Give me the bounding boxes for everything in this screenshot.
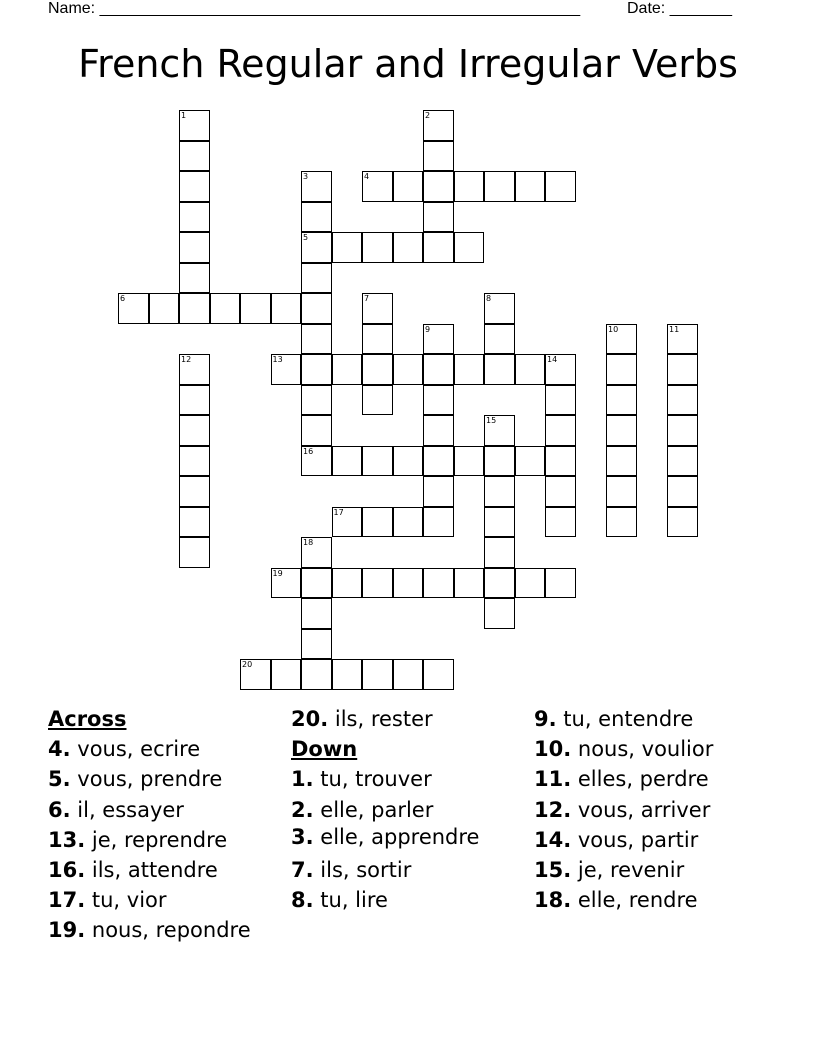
grid-cell[interactable] bbox=[423, 202, 454, 233]
grid-cell[interactable] bbox=[362, 568, 393, 599]
down-heading: Down bbox=[291, 737, 358, 762]
cell-number: 2 bbox=[425, 111, 431, 120]
cell-number: 11 bbox=[669, 324, 680, 334]
cell-number: 9 bbox=[425, 324, 431, 334]
grid-cell[interactable] bbox=[301, 263, 332, 294]
across-clue bbox=[48, 795, 283, 825]
clue-number: 8. bbox=[291, 888, 314, 913]
grid-cell[interactable] bbox=[667, 476, 698, 507]
grid-cell[interactable] bbox=[667, 354, 698, 385]
grid-cell[interactable] bbox=[301, 293, 332, 324]
clue-number: 4. bbox=[48, 737, 71, 762]
clue-number: 20. bbox=[291, 707, 329, 731]
cell-number: 16 bbox=[303, 446, 314, 456]
grid-cell[interactable] bbox=[271, 293, 302, 324]
clue-number: 18. bbox=[534, 888, 572, 913]
across-clue bbox=[48, 764, 283, 794]
grid-cell[interactable] bbox=[423, 232, 454, 263]
clue-text: il, essayer bbox=[70, 797, 184, 822]
cell-number: 20 bbox=[242, 660, 253, 669]
clue-number: 12. bbox=[534, 797, 572, 822]
grid-cell[interactable] bbox=[179, 232, 210, 263]
clue-text: vous, partir bbox=[571, 827, 699, 852]
grid-cell[interactable] bbox=[393, 354, 424, 385]
grid-cell[interactable] bbox=[362, 324, 393, 355]
clue-text: nous, repondre bbox=[85, 918, 251, 943]
clue-text: je, reprendre bbox=[85, 827, 228, 852]
name-field[interactable]: Name: ______________________________________________________ bbox=[48, 0, 581, 17]
clue-text: je, revenir bbox=[571, 858, 685, 883]
down-clue bbox=[291, 825, 521, 849]
grid-cell[interactable] bbox=[545, 171, 576, 202]
grid-cell[interactable] bbox=[423, 415, 454, 446]
grid-cell[interactable] bbox=[454, 171, 485, 202]
grid-cell[interactable] bbox=[301, 568, 332, 599]
grid-cell[interactable] bbox=[423, 476, 454, 507]
grid-cell[interactable] bbox=[606, 385, 637, 416]
grid-cell[interactable] bbox=[545, 446, 576, 477]
grid-cell[interactable] bbox=[545, 476, 576, 507]
clue-text: tu, entendre bbox=[556, 707, 694, 731]
grid-cell[interactable] bbox=[484, 537, 515, 568]
grid-cell[interactable] bbox=[179, 507, 210, 538]
grid-cell[interactable] bbox=[179, 263, 210, 294]
grid-cell[interactable] bbox=[240, 293, 271, 324]
clue-number: 7. bbox=[291, 857, 314, 882]
clues-column-3 bbox=[534, 704, 774, 915]
cell-number: 3 bbox=[303, 172, 309, 181]
clues-column-1 bbox=[48, 704, 283, 946]
grid-cell[interactable] bbox=[606, 415, 637, 446]
grid-cell[interactable] bbox=[606, 354, 637, 385]
grid-cell[interactable] bbox=[179, 415, 210, 446]
grid-cell[interactable] bbox=[606, 507, 637, 538]
grid-cell[interactable] bbox=[362, 354, 393, 385]
grid-cell[interactable] bbox=[332, 232, 363, 263]
grid-cell[interactable] bbox=[423, 354, 454, 385]
grid-cell[interactable] bbox=[179, 141, 210, 172]
grid-cell[interactable] bbox=[667, 507, 698, 538]
grid-cell[interactable] bbox=[393, 659, 424, 690]
grid-cell[interactable] bbox=[210, 293, 241, 324]
cell-number: 14 bbox=[547, 355, 558, 364]
cell-number: 12 bbox=[181, 355, 192, 364]
across-clue bbox=[48, 915, 283, 945]
grid-cell[interactable] bbox=[332, 568, 363, 599]
cell-number: 8 bbox=[486, 294, 492, 303]
clue-text: elles, perdre bbox=[571, 767, 709, 792]
page-title: French Regular and Irregular Verbs bbox=[78, 42, 738, 86]
grid-cell[interactable] bbox=[606, 446, 637, 477]
cell-number: 18 bbox=[303, 538, 314, 547]
down-clue bbox=[534, 855, 774, 885]
cell-number: 15 bbox=[486, 416, 497, 425]
grid-cell[interactable] bbox=[179, 293, 210, 324]
down-clue bbox=[291, 885, 521, 915]
grid-cell[interactable] bbox=[484, 324, 515, 355]
down-clue bbox=[534, 764, 774, 794]
clue-text: elle, apprendre bbox=[313, 824, 480, 849]
down-clue bbox=[534, 795, 774, 825]
down-clue bbox=[534, 825, 774, 855]
grid-cell[interactable] bbox=[393, 446, 424, 477]
clue-number: 1. bbox=[291, 767, 314, 792]
clue-text: nous, voulior bbox=[571, 737, 714, 762]
grid-cell[interactable] bbox=[301, 324, 332, 355]
grid-cell[interactable] bbox=[393, 171, 424, 202]
clue-number: 16. bbox=[48, 858, 86, 883]
grid-cell[interactable] bbox=[301, 415, 332, 446]
grid-cell[interactable] bbox=[179, 171, 210, 202]
grid-cell[interactable] bbox=[301, 354, 332, 385]
grid-cell[interactable] bbox=[332, 354, 363, 385]
grid-cell[interactable] bbox=[454, 446, 485, 477]
grid-cell[interactable] bbox=[423, 568, 454, 599]
cell-number: 19 bbox=[272, 568, 283, 578]
cell-number: 10 bbox=[608, 324, 619, 334]
across-clue bbox=[48, 855, 283, 885]
grid-cell[interactable] bbox=[484, 568, 515, 599]
grid-cell[interactable] bbox=[423, 171, 454, 202]
grid-cell[interactable] bbox=[393, 507, 424, 538]
clue-number: 10. bbox=[534, 737, 572, 762]
grid-cell[interactable] bbox=[332, 659, 363, 690]
clue-number: 5. bbox=[48, 767, 71, 792]
clue-number: 3. bbox=[291, 824, 314, 849]
grid-cell[interactable] bbox=[393, 232, 424, 263]
grid-cell[interactable] bbox=[301, 598, 332, 629]
clue-text: ils, rester bbox=[328, 707, 433, 731]
down-clue bbox=[291, 795, 521, 825]
grid-cell[interactable] bbox=[362, 446, 393, 477]
clue-text: ils, sortir bbox=[313, 857, 412, 882]
clue-number: 14. bbox=[534, 827, 572, 852]
grid-cell[interactable] bbox=[515, 446, 546, 477]
down-clue bbox=[534, 704, 774, 734]
grid-cell[interactable] bbox=[423, 385, 454, 416]
grid-cell[interactable] bbox=[332, 446, 363, 477]
grid-cell[interactable] bbox=[667, 385, 698, 416]
grid-cell[interactable] bbox=[362, 507, 393, 538]
cell-number: 4 bbox=[364, 172, 370, 181]
clue-number: 17. bbox=[48, 888, 86, 913]
grid-cell[interactable] bbox=[454, 232, 485, 263]
down-clue bbox=[534, 885, 774, 915]
grid-cell[interactable] bbox=[515, 354, 546, 385]
clue-number: 15. bbox=[534, 858, 572, 883]
grid-cell[interactable] bbox=[667, 415, 698, 446]
grid-cell[interactable] bbox=[484, 598, 515, 629]
across-clue bbox=[291, 704, 521, 734]
date-field[interactable]: Date: _______ bbox=[627, 0, 732, 17]
grid-cell[interactable] bbox=[545, 568, 576, 599]
grid-cell[interactable] bbox=[484, 507, 515, 538]
grid-cell[interactable] bbox=[545, 415, 576, 446]
clue-number: 9. bbox=[534, 707, 557, 731]
grid-cell[interactable] bbox=[423, 507, 454, 538]
cell-number: 13 bbox=[272, 355, 283, 364]
cell-number: 5 bbox=[303, 233, 309, 242]
grid-cell[interactable] bbox=[515, 171, 546, 202]
grid-cell[interactable] bbox=[484, 354, 515, 385]
grid-cell[interactable] bbox=[515, 568, 546, 599]
down-clue bbox=[534, 734, 774, 764]
grid-cell[interactable] bbox=[484, 476, 515, 507]
grid-cell[interactable] bbox=[362, 385, 393, 416]
clue-text: ils, attendre bbox=[85, 858, 218, 883]
grid-cell[interactable] bbox=[301, 629, 332, 660]
grid-cell[interactable] bbox=[423, 659, 454, 690]
across-clue bbox=[48, 885, 283, 915]
grid-cell[interactable] bbox=[149, 293, 180, 324]
grid-cell[interactable] bbox=[545, 385, 576, 416]
grid-cell[interactable] bbox=[606, 476, 637, 507]
clue-number: 13. bbox=[48, 827, 86, 852]
grid-cell[interactable] bbox=[484, 446, 515, 477]
cell-number: 1 bbox=[181, 111, 187, 120]
across-clue bbox=[48, 825, 283, 855]
grid-cell[interactable] bbox=[362, 659, 393, 690]
cell-number: 7 bbox=[364, 294, 370, 303]
grid-cell[interactable] bbox=[301, 659, 332, 690]
grid-cell[interactable] bbox=[179, 202, 210, 233]
clue-text: vous, ecrire bbox=[70, 737, 201, 762]
down-clue bbox=[291, 764, 521, 794]
clue-text: tu, vior bbox=[85, 888, 167, 913]
grid-cell[interactable] bbox=[454, 568, 485, 599]
clue-number: 19. bbox=[48, 918, 86, 943]
grid-cell[interactable] bbox=[301, 202, 332, 233]
clue-text: tu, lire bbox=[313, 888, 388, 913]
clue-text: elle, parler bbox=[313, 797, 434, 822]
clue-text: vous, prendre bbox=[70, 767, 223, 792]
clue-number: 11. bbox=[534, 767, 572, 792]
clue-number: 6. bbox=[48, 797, 71, 822]
grid-cell[interactable] bbox=[271, 659, 302, 690]
grid-cell[interactable] bbox=[179, 476, 210, 507]
cell-number: 17 bbox=[333, 507, 344, 517]
grid-cell[interactable] bbox=[179, 446, 210, 477]
cell-number: 6 bbox=[120, 294, 126, 303]
grid-cell[interactable] bbox=[301, 385, 332, 416]
across-heading: Across bbox=[48, 707, 127, 731]
grid-cell[interactable] bbox=[545, 507, 576, 538]
grid-cell[interactable] bbox=[179, 385, 210, 416]
grid-cell[interactable] bbox=[667, 446, 698, 477]
grid-cell[interactable] bbox=[423, 446, 454, 477]
across-clue bbox=[48, 734, 283, 764]
grid-cell[interactable] bbox=[362, 232, 393, 263]
clues-column-2 bbox=[291, 704, 521, 915]
grid-cell[interactable] bbox=[393, 568, 424, 599]
grid-cell[interactable] bbox=[179, 537, 210, 568]
down-clue bbox=[291, 855, 521, 885]
clue-text: vous, arriver bbox=[571, 797, 711, 822]
grid-cell[interactable] bbox=[454, 354, 485, 385]
grid-cell[interactable] bbox=[484, 171, 515, 202]
clue-text: elle, rendre bbox=[571, 888, 698, 913]
clue-text: tu, trouver bbox=[313, 767, 432, 792]
clue-number: 2. bbox=[291, 797, 314, 822]
grid-cell[interactable] bbox=[423, 141, 454, 172]
